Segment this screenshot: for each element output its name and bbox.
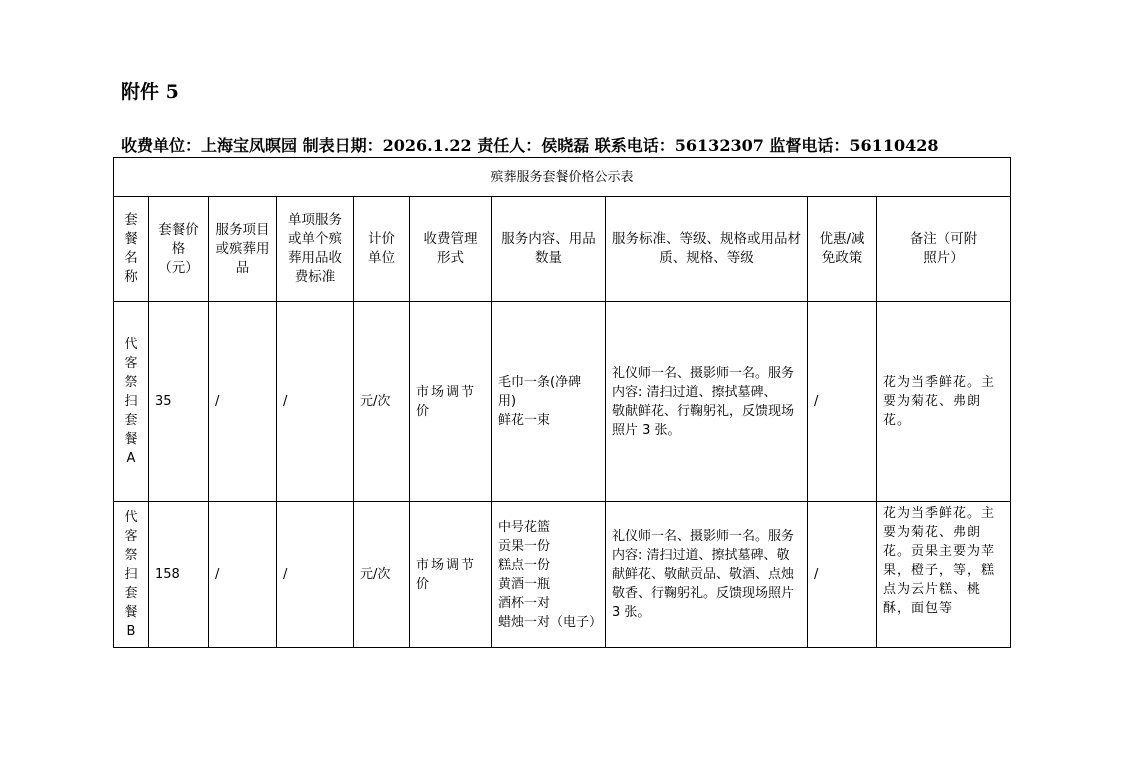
table-row (114, 502, 1011, 648)
package-name: 代 客 祭 扫 套 餐 A (114, 302, 149, 502)
header-content: 服务内容、用品数量 (492, 197, 606, 302)
unit: 元/次 (354, 302, 410, 502)
single-fee: / (277, 302, 354, 502)
table-title: 殡葬服务套餐价格公示表 (114, 158, 1011, 197)
header-remark: 备注（可附照片） (877, 197, 1011, 302)
service-standard: 礼仪师一名、摄影师一名。服务内容: 清扫过道、擦拭墓碑、 敬献鲜花、行鞠躬礼，反馈现场照片 3 张。 (606, 302, 808, 502)
info-line: 收费单位：上海宝凤暝园 制表日期：2026.1.22 责任人：侯晓磊 联系电话：56132307 监督电话：56110428 (121, 136, 939, 155)
header-package-price: 套餐价格（元） (149, 197, 209, 302)
header-package-name: 套餐名称 (114, 197, 149, 302)
header-standard: 服务标准、等级、规格或用品材质、规格、等级 (606, 197, 808, 302)
service-content: 毛巾一条(净碑用) 鲜花一束 (492, 302, 606, 502)
package-price: 158 (149, 502, 209, 648)
header-service-item: 服务项目或殡葬用品 (209, 197, 277, 302)
remark: 花为当季鲜花。主要为菊花、弗朗花。 (877, 302, 1011, 502)
price-table (113, 157, 1011, 648)
unit: 元/次 (354, 502, 410, 648)
remark: 花为当季鲜花。主要为菊花、弗朗花。贡果主要为苹果，橙子，等，糕点为云片糕、桃酥，面包等 (877, 502, 1011, 648)
header-single-fee: 单项服务或单个殡葬用品收费标准 (277, 197, 354, 302)
header-mgmt-form: 收费管理形式 (410, 197, 492, 302)
service-item: / (209, 502, 277, 648)
discount: / (808, 302, 877, 502)
table-row (114, 302, 1011, 502)
mgmt-form: 市场调节价 (410, 302, 492, 502)
header-unit: 计价单位 (354, 197, 410, 302)
attachment-label: 附件 5 (121, 81, 179, 103)
service-content: 中号花篮 贡果一份 糕点一份 黄酒一瓶 酒杯一对 蜡烛一对（电子） (492, 502, 606, 648)
package-name: 代 客 祭 扫 套 餐 B (114, 502, 149, 648)
service-standard: 礼仪师一名、摄影师一名。服务内容: 清扫过道、擦拭墓碑、敬献鲜花、敬献贡品、敬酒、点烛敬香、行鞠躬礼。反馈现场照片 3 张。 (606, 502, 808, 648)
service-item: / (209, 302, 277, 502)
mgmt-form: 市场调节价 (410, 502, 492, 648)
single-fee: / (277, 502, 354, 648)
discount: / (808, 502, 877, 648)
package-price: 35 (149, 302, 209, 502)
header-discount: 优惠/减免政策 (808, 197, 877, 302)
